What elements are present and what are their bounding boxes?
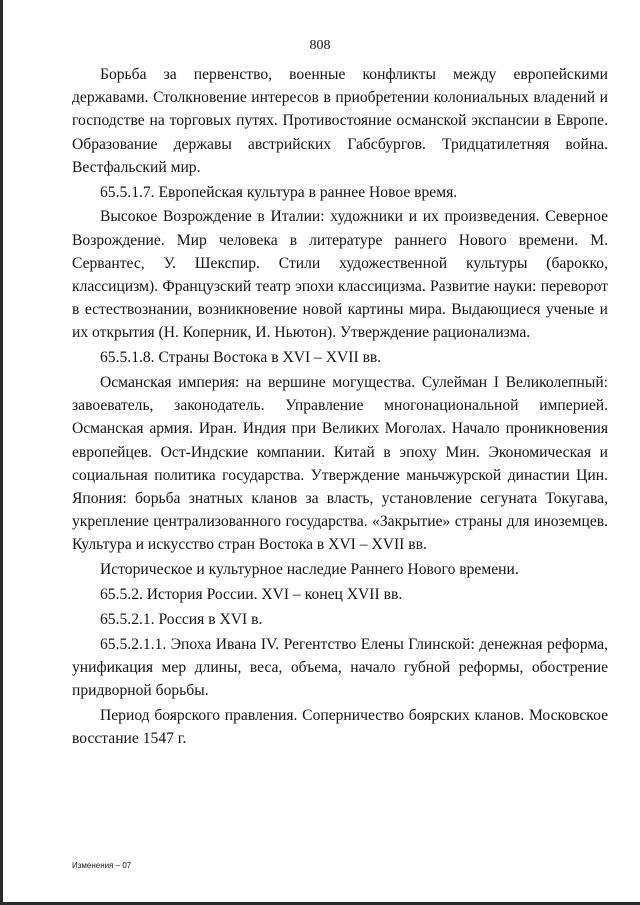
page-number: 808 [309, 38, 331, 53]
paragraph: Период боярского правления. Соперничество боярских кланов. Московское восстание 1547 г. [72, 706, 608, 748]
section-heading: 65.5.1.7. Европейская культура в раннее Новое время. [100, 183, 458, 201]
section-heading: 65.5.1.8. Страны Востока в XVI – XVII вв. [100, 349, 382, 367]
section-heading: 65.5.2. История России. XVI – конец XVII вв. [100, 586, 403, 604]
paragraph: Историческое и культурное наследие Раннего Нового времени. [100, 561, 519, 579]
paragraph: Борьба за первенство, военные конфликты между европейскими державами. Столкновение интересов в приобретении колониальных владений и господстве на торговых путях. Противостояние османской экспансии в Европе. Образование державы австрийских Габсбургов. Тридцатилетняя война. Вестфальский мир. [72, 66, 608, 176]
paragraph: Османская империя: на вершине могущества. Сулейман I Великолепный: завоеватель, законодатель. Управление многонациональной империей. Османская армия. Иран. Индия при Великих Моголах. Начало проникновения европейцев. Ост-Индские компании. Китай в эпоху Мин. Экономическая и социальная политика государства. Утверждение маньчжурской династии Цин. Япония: борьба знатных кланов за власть, установление сегуната Токугава, укрепление централизованного государства. «Закрытие» страны для иноземцев. Культура и искусство стран Востока в XVI – XVII вв. [72, 374, 608, 554]
scan-edge-left [0, 0, 3, 905]
footer-revision: Изменения – 07 [72, 861, 132, 870]
paragraph: Высокое Возрождение в Италии: художники и их произведения. Северное Возрождение. Мир человека в литературе раннего Нового времени. М. Сервантес, У. Шекспир. Стили художественной культуры (барокко, классицизм). Французский театр эпохи классицизма. Развитие науки: переворот в естествознании, возникновение новой картины мира. Выдающиеся ученые и их открытия (Н. Коперник, И. Ньютон). Утверждение рационализма. [72, 208, 608, 342]
page-content [72, 63, 608, 752]
paragraph: 65.5.2.1.1. Эпоха Ивана IV. Регентство Елены Глинской: денежная реформа, унификация мер длины, веса, объема, начало губной реформы, обострение придворной борьбы. [72, 635, 608, 700]
section-heading: 65.5.2.1. Россия в XVI в. [100, 610, 263, 628]
